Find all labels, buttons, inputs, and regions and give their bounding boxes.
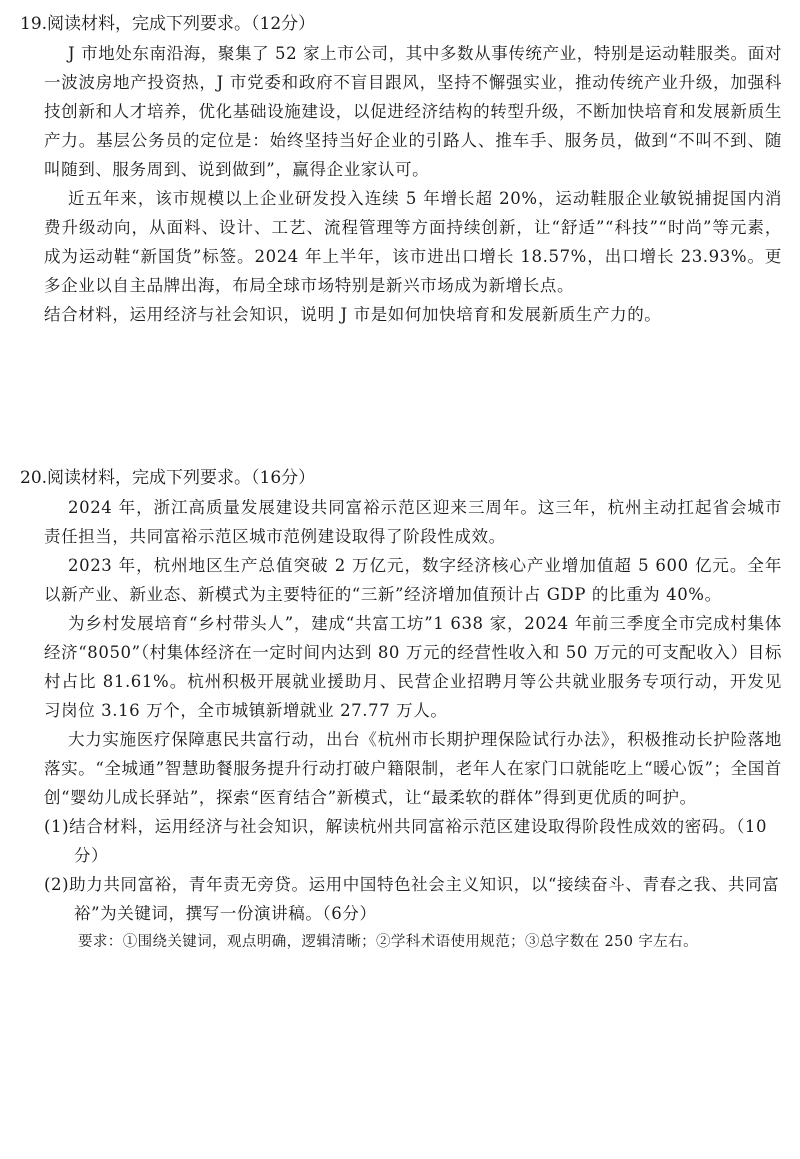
question-19-material-paragraph-2: 近五年来，该市规模以上企业研发投入连续 5 年增长超 20%，运动鞋服企业敏锐捕捉国内消费升级动向，从面料、设计、工艺、流程管理等方面持续创新，让“舒适”“科技”“时尚”等元素，成为运动鞋“新国货”标签。2024 年上半年，该市进出口增长 18.57%，出口增长 23.93%。更多企业以自主品牌出海，布局全球市场特别是新兴市场成为新增长点。	[44, 189, 782, 295]
question-20-material-paragraph-3: 为乡村发展培育“乡村带头人”，建成“共富工坊”1 638 家，2024 年前三季度全市完成村集体经济“8050”（村集体经济在一定时间内达到 80 万元的经营性收入和 50 万元的可支配收入）目标村占比 81.61%。杭州积极开展就业援助月、民营企业招聘月等公共就业服务专项行动，开发见习岗位 3.16 万个，全市城镇新增就业 27.77 万人。	[44, 614, 782, 720]
question-19-prompt: 结合材料，运用经济与社会知识，说明 J 市是如何加快培育和发展新质生产力的。	[44, 305, 662, 324]
question-20-subquestion-1: (1)结合材料，运用经济与社会知识，解读杭州共同富裕示范区建设取得阶段性成效的密码。（10分）	[44, 817, 768, 865]
question-19	[0, 10, 800, 329]
question-20-heading: 20.阅读材料，完成下列要求。（16分）	[20, 468, 316, 488]
question-20-requirement: 要求：①围绕关键词，观点明确，逻辑清晰；②学科术语使用规范；③总字数在 250 字左右。	[78, 934, 698, 950]
question-20	[0, 464, 800, 957]
question-20-material-paragraph-4: 大力实施医疗保障惠民共富行动，出台《杭州市长期护理保险试行办法》，积极推动长护险落地落实。“全城通”智慧助餐服务提升行动打破户籍限制，老年人在家门口就能吃上“暖心饭”；全国首创“婴幼儿成长驿站”，探索“医育结合”新模式，让“最柔软的群体”得到更优质的呵护。	[44, 730, 782, 807]
question-20-material-paragraph-2: 2023 年，杭州地区生产总值突破 2 万亿元，数字经济核心产业增加值超 5 600 亿元。全年以新产业、新业态、新模式为主要特征的“三新”经济增加值预计占 GDP 的比重为 40%。	[44, 556, 782, 604]
question-20-subquestion-2: (2)助力共同富裕，青年责无旁贷。运用中国特色社会主义知识，以“接续奋斗、青春之我、共同富裕”为关键词，撰写一份演讲稿。（6分）	[44, 875, 780, 923]
question-19-heading: 19.阅读材料，完成下列要求。（12分）	[20, 14, 316, 34]
question-19-material-paragraph-1: J 市地处东南沿海，聚集了 52 家上市公司，其中多数从事传统产业，特别是运动鞋服类。面对一波波房地产投资热，J 市党委和政府不盲目跟风，坚持不懈强实业，推动传统产业升级，加强科技创新和人才培养，优化基础设施建设，以促进经济结构的转型升级，不断加快培育和发展新质生产力。基层公务员的定位是：始终坚持当好企业的引路人、推车手、服务员，做到“不叫不到、随叫随到、服务周到、说到做到”，赢得企业家认可。	[44, 44, 782, 179]
question-20-material-paragraph-1: 2024 年，浙江高质量发展建设共同富裕示范区迎来三周年。这三年，杭州主动扛起省会城市责任担当，共同富裕示范区城市范例建设取得了阶段性成效。	[44, 498, 782, 546]
